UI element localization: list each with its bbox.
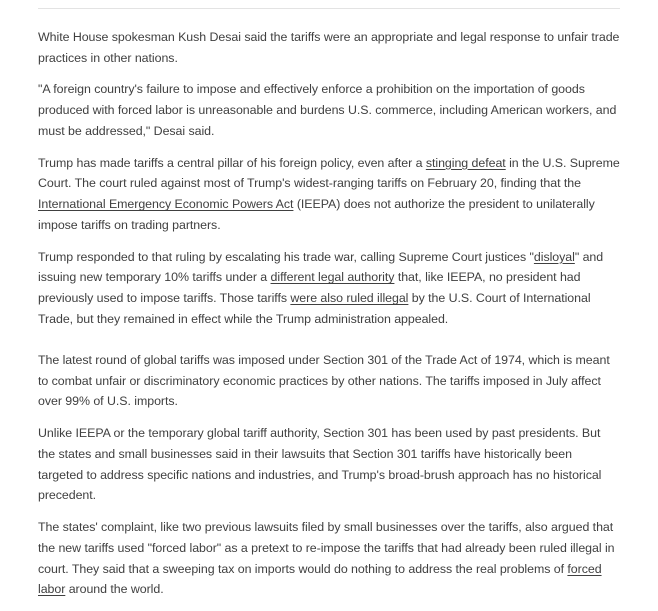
paragraph-text: The latest round of global tariffs was imposed under Section 301 of the Trade Act of 1974, which is meant to combat unfair or discriminatory economic practices by other nations. The tariffs imposed in July affect over 99% of U.S. imports. <box>38 352 610 409</box>
top-divider <box>38 8 620 9</box>
ruled-illegal-link[interactable]: were also ruled illegal <box>290 291 409 306</box>
disloyal-link[interactable]: disloyal <box>533 249 575 264</box>
forced-labor-link[interactable]: forced labor <box>38 561 602 597</box>
paragraph-past-presidents <box>38 423 620 506</box>
ieepa-link[interactable]: International Emergency Economic Powers Act <box>38 197 294 212</box>
paragraph-text: Trump has made tariffs a central pillar of his foreign policy, even after a <box>38 155 426 170</box>
stinging-defeat-link[interactable]: stinging defeat <box>425 155 506 170</box>
paragraph-text: The states' complaint, like two previous lawsuits filed by small businesses over the tariffs, also argued that the new tariffs used "forced labor" as a pretext to re-impose the tariffs that had already been ruled illegal in court. They said that a sweeping tax on imports would do nothing to address the real problems of <box>38 519 615 576</box>
paragraph-supreme-court <box>38 153 620 236</box>
article-body <box>38 27 620 611</box>
paragraph-text: (IEEPA) does not authorize the president to unilaterally impose tariffs on trading partners. <box>38 197 595 232</box>
paragraph-text: around the world. <box>65 582 164 597</box>
paragraph-text: "A foreign country's failure to impose and effectively enforce a prohibition on the importation of goods produced with forced labor is unreasonable and burdens U.S. commerce, including American workers, and must be addressed," Desai said. <box>38 82 617 138</box>
paragraph-text: Trump responded to that ruling by escalating his trade war, calling Supreme Court justices " <box>38 249 534 264</box>
paragraph-text: Unlike IEEPA or the temporary global tariff authority, Section 301 has been used by past presidents. But the states and small businesses said in their lawsuits that Section 301 tariffs have historically been targeted to address specific nations and industries, and Trump's broad-brush approach has no historical precedent. <box>38 425 602 503</box>
paragraph-section-301 <box>38 350 620 412</box>
paragraph-text: White House spokesman Kush Desai said the tariffs were an appropriate and legal response to unfair trade practices in other nations. <box>38 30 620 65</box>
paragraph-text: " and issuing new temporary 10% tariffs under a <box>38 249 604 285</box>
paragraph-text: in the U.S. Supreme Court. The court ruled against most of Trump's widest-ranging tariffs on February 20, finding that the <box>38 155 620 191</box>
paragraph-spokesman-statement <box>38 27 620 69</box>
paragraph-trump-response <box>38 247 620 330</box>
paragraph-states-complaint <box>38 517 620 600</box>
paragraph-text: that, like IEEPA, no president had previously used to impose tariffs. Those tariffs <box>38 270 581 306</box>
paragraph-desai-quote <box>38 79 620 141</box>
paragraph-text: by the U.S. Court of International Trade, but they remained in effect while the Trump administration appealed. <box>38 291 591 326</box>
different-legal-authority-link[interactable]: different legal authority <box>270 270 395 285</box>
